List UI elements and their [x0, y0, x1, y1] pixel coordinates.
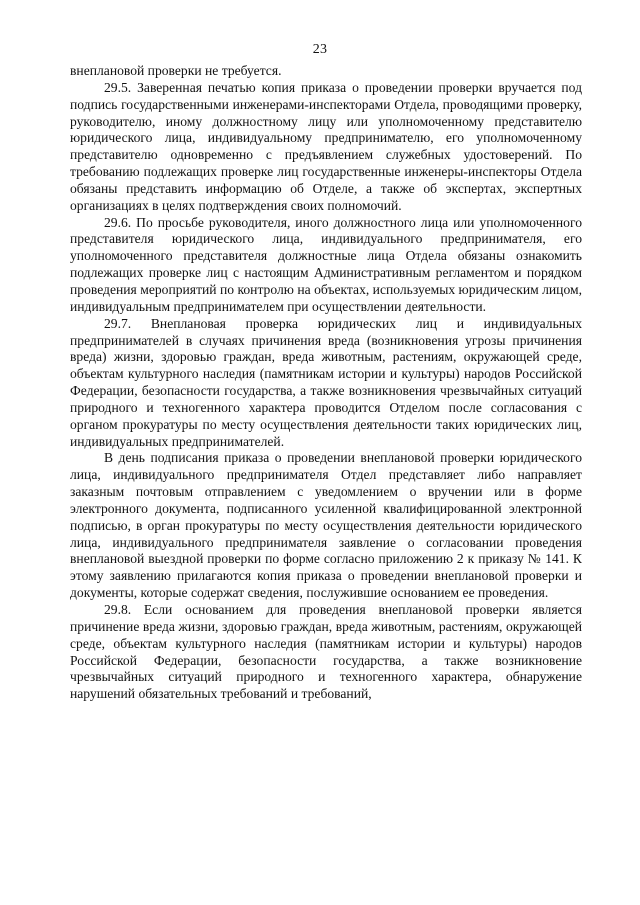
page-body	[70, 63, 582, 703]
paragraph-29-6: 29.6. По просьбе руководителя, иного должностного лица или уполномоченного представителя юридического лица, индивидуального предпринимателя, его уполномоченного представителя должностные лица Отдела обязаны ознакомить подлежащих проверке лиц с настоящим Административным регламентом и порядком проведения мероприятий по контролю на объектах, используемых юридическим лицом, индивидуальным предпринимателем при осуществлении деятельности.	[70, 214, 582, 314]
paragraph-29-7: 29.7. Внеплановая проверка юридических лиц и индивидуальных предпринимателей в случаях причинения вреда (возникновения угрозы причинения вреда) жизни, здоровью граждан, вреда животным, растениям, окружающей среде, объектам культурного наследия (памятникам истории и культуры) народов Российской Федерации, безопасности государства, а также возникновения чрезвычайных ситуаций природного и техногенного характера проводится Отделом после согласования с органом прокуратуры по месту осуществления деятельности таких юридических лиц, индивидуальных предпринимателей.	[70, 315, 582, 449]
paragraph-29-8: 29.8. Если основанием для проведения внеплановой проверки является причинение вреда жизни, здоровью граждан, вреда животным, растениям, окружающей среде, объектам культурного наследия (памятникам истории и культуры) народов Российской Федерации, безопасности государства, а также возникновение чрезвычайных ситуаций природного и техногенного характера, обнаружение нарушений обязательных требований и требований,	[70, 602, 582, 702]
page-number: 23	[312, 42, 328, 57]
paragraph-29-7-continued: В день подписания приказа о проведении внеплановой проверки юридического лица, индивидуального предпринимателя Отдел представляет либо направляет заказным почтовым отправлением с уведомлением о вручении или в форме электронного документа, подписанного усиленной квалифицированной электронной подписью, в орган прокуратуры по месту осуществления деятельности юридического лица, индивидуального предпринимателя заявление о согласовании проведения внеплановой выездной проверки по форме согласно приложению 2 к приказу № 141. К этому заявлению прилагаются копия приказа о проведении внеплановой проверки и документы, которые содержат сведения, послужившие основанием ее проведения.	[70, 450, 582, 601]
paragraph-continuation: внеплановой проверки не требуется.	[70, 63, 282, 78]
paragraph-29-5: 29.5. Заверенная печатью копия приказа о проведении проверки вручается под подпись государственными инженерами-инспекторами Отдела, проводящими проверку, руководителю, иному должностному лицу или уполномоченному представителю юридического лица, индивидуальному предпринимателю, его уполномоченному представителю одновременно с предъявлением служебных удостоверений. По требованию подлежащих проверке лиц государственные инженеры-инспекторы Отдела обязаны представить информацию об Отделе, а также об экспертах, экспертных организациях в целях подтверждения своих полномочий.	[70, 79, 582, 213]
